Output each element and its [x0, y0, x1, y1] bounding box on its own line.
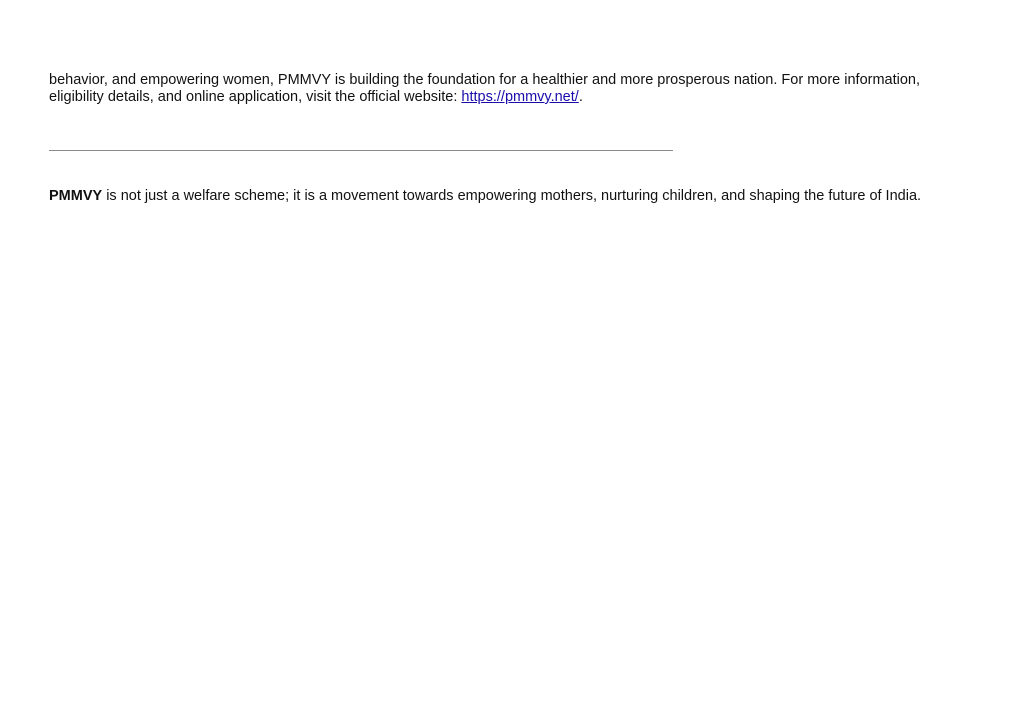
paragraph-line-2-end: . [578, 89, 583, 105]
paragraph-line-2 [49, 89, 949, 106]
summary-paragraph [49, 72, 949, 106]
horizontal-divider [49, 150, 673, 151]
document-page [49, 72, 949, 204]
closing-statement [49, 188, 921, 205]
official-website-link[interactable]: https://pmmvy.net/ [461, 89, 579, 105]
paragraph-line-1: behavior, and empowering women, PMMVY is building the foundation for a healthier and more prosperous nation. For more information, [49, 72, 921, 88]
paragraph-line-2-text: eligibility details, and online application, visit the official website: [49, 89, 462, 105]
closing-text: is not just a welfare scheme; it is a movement towards empowering mothers, nurturing children, and shaping the future of India. [102, 188, 922, 204]
closing-bold-term: PMMVY [49, 188, 103, 204]
